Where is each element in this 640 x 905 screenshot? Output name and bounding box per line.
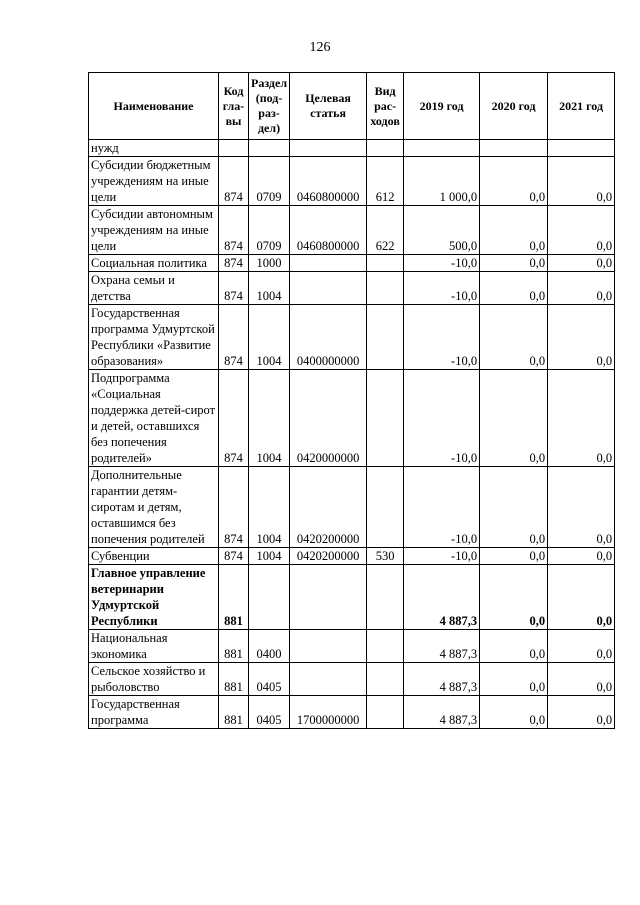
- cell-expense: 612: [367, 157, 404, 206]
- cell-name: Главное управление ветеринарии Удмуртской Республики: [89, 565, 219, 630]
- cell-2020: 0,0: [480, 548, 548, 565]
- cell-section: 0709: [249, 206, 290, 255]
- cell-expense: [367, 663, 404, 696]
- cell-2021: 0,0: [548, 370, 615, 467]
- table-row: [89, 370, 615, 467]
- header-expense: Вид рас-ходов: [367, 73, 404, 140]
- cell-code: 874: [219, 305, 249, 370]
- cell-expense: [367, 696, 404, 729]
- cell-2020: [480, 140, 548, 157]
- cell-2019: [404, 140, 480, 157]
- cell-expense: [367, 370, 404, 467]
- cell-code: 874: [219, 206, 249, 255]
- cell-code: 874: [219, 272, 249, 305]
- cell-name: Дополнительные гарантии детям-сиротам и детям, оставшимся без попечения родителей: [89, 467, 219, 548]
- cell-2021: 0,0: [548, 206, 615, 255]
- cell-expense: 530: [367, 548, 404, 565]
- cell-target: 0420200000: [290, 548, 367, 565]
- budget-table: [88, 72, 615, 729]
- cell-2019: -10,0: [404, 548, 480, 565]
- cell-2021: 0,0: [548, 565, 615, 630]
- cell-section: 0405: [249, 696, 290, 729]
- header-2019: 2019 год: [404, 73, 480, 140]
- cell-section: 1000: [249, 255, 290, 272]
- cell-code: 881: [219, 630, 249, 663]
- cell-expense: [367, 140, 404, 157]
- page-number: 126: [309, 40, 331, 55]
- table-row: [89, 630, 615, 663]
- table-row: [89, 272, 615, 305]
- table-row: [89, 140, 615, 157]
- cell-code: 874: [219, 157, 249, 206]
- table-row: [89, 548, 615, 565]
- cell-2019: 4 887,3: [404, 663, 480, 696]
- header-code: Код гла-вы: [219, 73, 249, 140]
- table-row: [89, 305, 615, 370]
- cell-section: 0709: [249, 157, 290, 206]
- cell-code: 881: [219, 565, 249, 630]
- cell-section: 1004: [249, 548, 290, 565]
- cell-name: Охрана семьи и детства: [89, 272, 219, 305]
- cell-name: нужд: [89, 140, 219, 157]
- table-row: [89, 255, 615, 272]
- cell-2021: 0,0: [548, 305, 615, 370]
- cell-2021: 0,0: [548, 548, 615, 565]
- cell-2020: 0,0: [480, 630, 548, 663]
- cell-code: 874: [219, 370, 249, 467]
- cell-2020: 0,0: [480, 696, 548, 729]
- cell-target: 0420200000: [290, 467, 367, 548]
- cell-2020: 0,0: [480, 467, 548, 548]
- cell-code: 881: [219, 663, 249, 696]
- cell-2019: -10,0: [404, 272, 480, 305]
- cell-target: 0400000000: [290, 305, 367, 370]
- cell-2019: -10,0: [404, 370, 480, 467]
- cell-target: 0460800000: [290, 206, 367, 255]
- cell-section: 1004: [249, 305, 290, 370]
- cell-2021: 0,0: [548, 255, 615, 272]
- cell-code: 881: [219, 696, 249, 729]
- cell-target: [290, 630, 367, 663]
- table-row: [89, 696, 615, 729]
- cell-expense: [367, 467, 404, 548]
- cell-target: [290, 255, 367, 272]
- cell-name: Подпрограмма «Социальная поддержка детей-сирот и детей, оставшихся без попечения родителей»: [89, 370, 219, 467]
- cell-section: [249, 140, 290, 157]
- table-header-row: [89, 73, 615, 140]
- cell-expense: 622: [367, 206, 404, 255]
- cell-target: 0460800000: [290, 157, 367, 206]
- cell-name: Национальная экономика: [89, 630, 219, 663]
- header-target: Целевая статья: [290, 73, 367, 140]
- table-row: [89, 467, 615, 548]
- cell-section: 1004: [249, 370, 290, 467]
- cell-target: [290, 663, 367, 696]
- cell-target: 1700000000: [290, 696, 367, 729]
- table-row: [89, 206, 615, 255]
- cell-code: 874: [219, 548, 249, 565]
- cell-2020: 0,0: [480, 272, 548, 305]
- cell-code: 874: [219, 467, 249, 548]
- cell-expense: [367, 272, 404, 305]
- cell-2021: 0,0: [548, 467, 615, 548]
- cell-2019: 4 887,3: [404, 630, 480, 663]
- cell-code: [219, 140, 249, 157]
- header-section: Раздел (под-раз-дел): [249, 73, 290, 140]
- cell-name: Государственная программа Удмуртской Республики «Развитие образования»: [89, 305, 219, 370]
- cell-2019: -10,0: [404, 255, 480, 272]
- cell-2020: 0,0: [480, 370, 548, 467]
- cell-2020: 0,0: [480, 565, 548, 630]
- cell-name: Субвенции: [89, 548, 219, 565]
- cell-2019: 500,0: [404, 206, 480, 255]
- cell-2019: -10,0: [404, 467, 480, 548]
- cell-section: 1004: [249, 467, 290, 548]
- cell-code: 874: [219, 255, 249, 272]
- cell-2021: 0,0: [548, 630, 615, 663]
- cell-2020: 0,0: [480, 206, 548, 255]
- cell-section: [249, 565, 290, 630]
- cell-section: 0405: [249, 663, 290, 696]
- cell-expense: [367, 565, 404, 630]
- cell-target: [290, 272, 367, 305]
- cell-target: 0420000000: [290, 370, 367, 467]
- cell-name: Сельское хозяйство и рыболовство: [89, 663, 219, 696]
- cell-expense: [367, 630, 404, 663]
- cell-2020: 0,0: [480, 663, 548, 696]
- cell-2021: 0,0: [548, 696, 615, 729]
- cell-expense: [367, 255, 404, 272]
- cell-2021: [548, 140, 615, 157]
- table-row: [89, 663, 615, 696]
- cell-2020: 0,0: [480, 157, 548, 206]
- cell-2019: 4 887,3: [404, 696, 480, 729]
- table-row: [89, 565, 615, 630]
- cell-2021: 0,0: [548, 157, 615, 206]
- cell-2020: 0,0: [480, 305, 548, 370]
- cell-2021: 0,0: [548, 663, 615, 696]
- header-name: Наименование: [89, 73, 219, 140]
- header-2020: 2020 год: [480, 73, 548, 140]
- cell-section: 0400: [249, 630, 290, 663]
- cell-section: 1004: [249, 272, 290, 305]
- cell-target: [290, 565, 367, 630]
- table-row: [89, 157, 615, 206]
- cell-2020: 0,0: [480, 255, 548, 272]
- cell-name: Государственная программа: [89, 696, 219, 729]
- cell-2019: -10,0: [404, 305, 480, 370]
- cell-2021: 0,0: [548, 272, 615, 305]
- cell-2019: 1 000,0: [404, 157, 480, 206]
- header-2021: 2021 год: [548, 73, 615, 140]
- cell-target: [290, 140, 367, 157]
- table-body: [89, 140, 615, 729]
- cell-2019: 4 887,3: [404, 565, 480, 630]
- cell-name: Субсидии бюджетным учреждениям на иные цели: [89, 157, 219, 206]
- cell-expense: [367, 305, 404, 370]
- cell-name: Субсидии автономным учреждениям на иные цели: [89, 206, 219, 255]
- cell-name: Социальная политика: [89, 255, 219, 272]
